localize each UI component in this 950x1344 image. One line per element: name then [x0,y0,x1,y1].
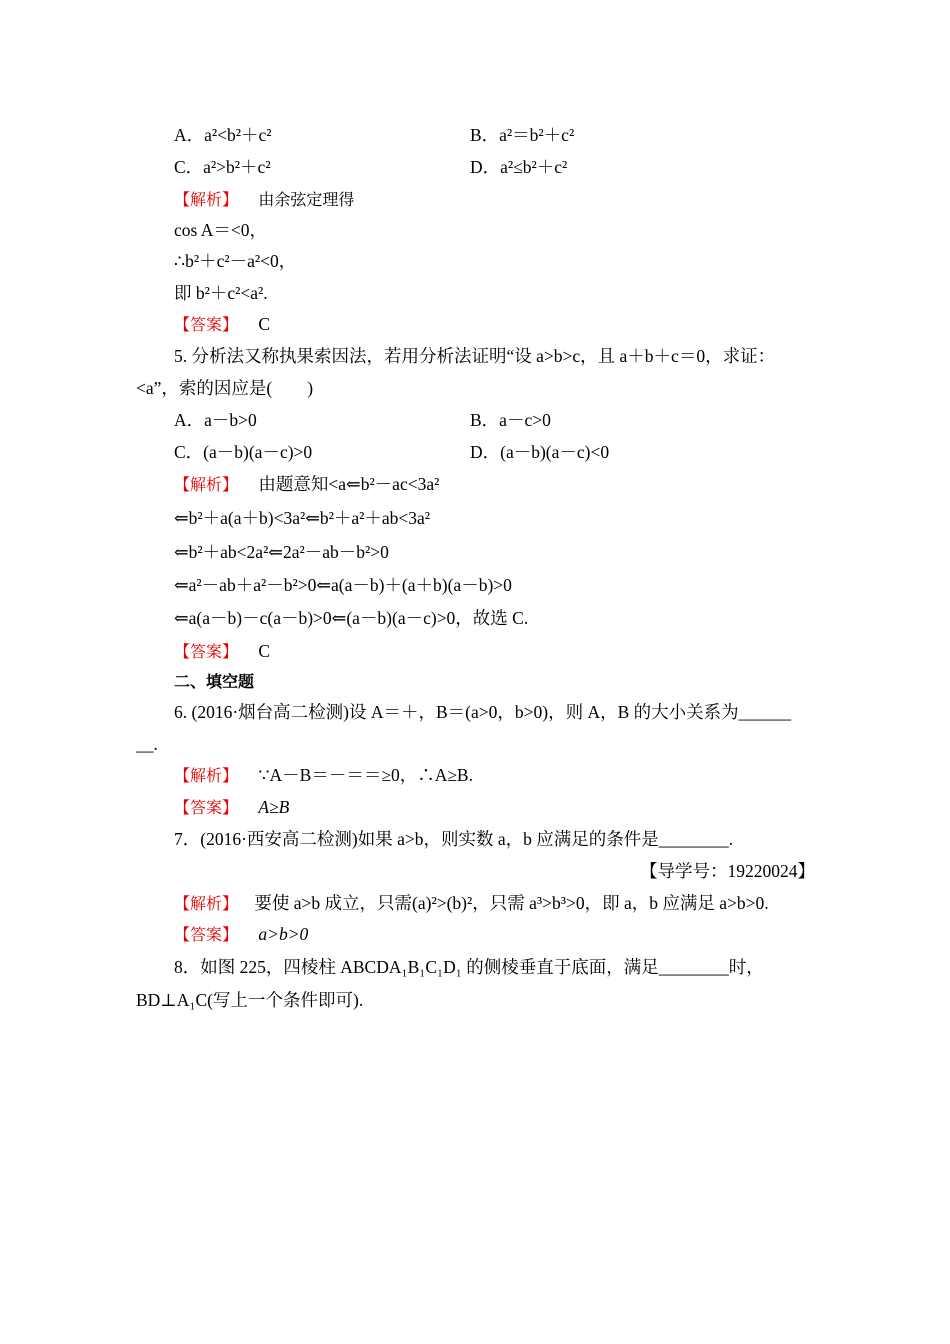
answer-tag: 【答案】 [174,798,239,817]
answer-tag: 【答案】 [174,642,239,661]
q8-stem-line-1: 8．如图 225，四棱柱 ABCDA₁B₁C₁D₁ 的侧棱垂直于底面，满足________时， [174,957,764,977]
q4-option-d: D．a²≤b²＋c² [470,157,568,177]
answer-tag: 【答案】 [174,315,239,334]
analysis-text: 要使 a>b 成立，只需(a)²>(b)²，只需 a³>b³>0，即 a，b 应满足 a>b>0. [254,893,769,913]
answer-value: a>b>0 [258,924,309,944]
q5-step-3: ⇐a²－ab＋a²－b²>0⇐a(a－b)＋(a＋b)(a－b)>0 [174,575,512,595]
q5-option-a: A．a－b>0 [174,410,257,430]
q5-option-d: D．(a－b)(a－c)<0 [470,442,610,462]
section-title: 二、填空题 [174,672,255,691]
answer-value: C [258,641,271,661]
q4-step-2: ∴b²＋c²－a²<0， [174,251,297,271]
q6-stem-line-2: __. [136,734,158,754]
analysis-tag: 【解析】 [174,190,239,209]
q4-step-1: cos A＝<0， [174,220,267,240]
analysis-tag: 【解析】 [174,475,239,494]
analysis-tag: 【解析】 [174,766,239,785]
analysis-text: 由余弦定理得 [258,190,355,209]
q5-stem-line-2: <a”，索的因应是( ) [136,378,314,398]
q4-analysis [174,188,354,211]
q5-step-1: ⇐b²＋a(a＋b)<3a²⇐b²＋a²＋ab<3a² [174,508,431,528]
answer-tag: 【答案】 [174,925,239,944]
q5-option-c: C．(a－b)(a－c)>0 [174,442,313,462]
q5-answer [174,640,270,663]
q4-answer [174,313,270,336]
q4-option-b: B．a²＝b²＋c² [470,125,575,145]
q5-step-2: ⇐b²＋ab<2a²⇐2a²－ab－b²>0 [174,542,389,562]
q5-analysis [174,473,439,496]
q7-guide-number: 【导学号：19220024】 [640,861,815,881]
q6-stem-line-1: 6. (2016·烟台高二检测)设 A＝＋，B＝(a>0，b>0)，则 A，B 的大小关系为______ [174,702,792,722]
q7-analysis [174,892,769,915]
q6-answer [174,796,289,819]
q5-option-b: B．a－c>0 [470,410,551,430]
q5-stem-line-1: 5. 分析法又称执果索因法，若用分析法证明“设 a>b>c，且 a＋b＋c＝0，求证： [174,346,776,366]
answer-value: A≥B [258,797,290,817]
q7-stem: 7．(2016·西安高二检测)如果 a>b，则实数 a，b 应满足的条件是________. [174,829,734,849]
analysis-text: ∵A－B＝－＝＝≥0，∴A≥B. [258,765,473,785]
q6-analysis [174,764,473,787]
answer-value: C [258,314,271,334]
q4-option-a: A．a²<b²＋c² [174,125,272,145]
q7-answer [174,923,308,946]
q8-stem-line-2: BD⊥A₁C(写上一个条件即可). [136,990,364,1010]
q5-step-4: ⇐a(a－b)－c(a－b)>0⇐(a－b)(a－c)>0，故选 C. [174,608,529,628]
q4-step-3: 即 b²＋c²<a². [174,283,268,303]
analysis-tag: 【解析】 [174,894,239,913]
analysis-text: 由题意知<a⇐b²－ac<3a² [258,474,440,494]
q4-option-c: C．a²>b²＋c² [174,157,271,177]
